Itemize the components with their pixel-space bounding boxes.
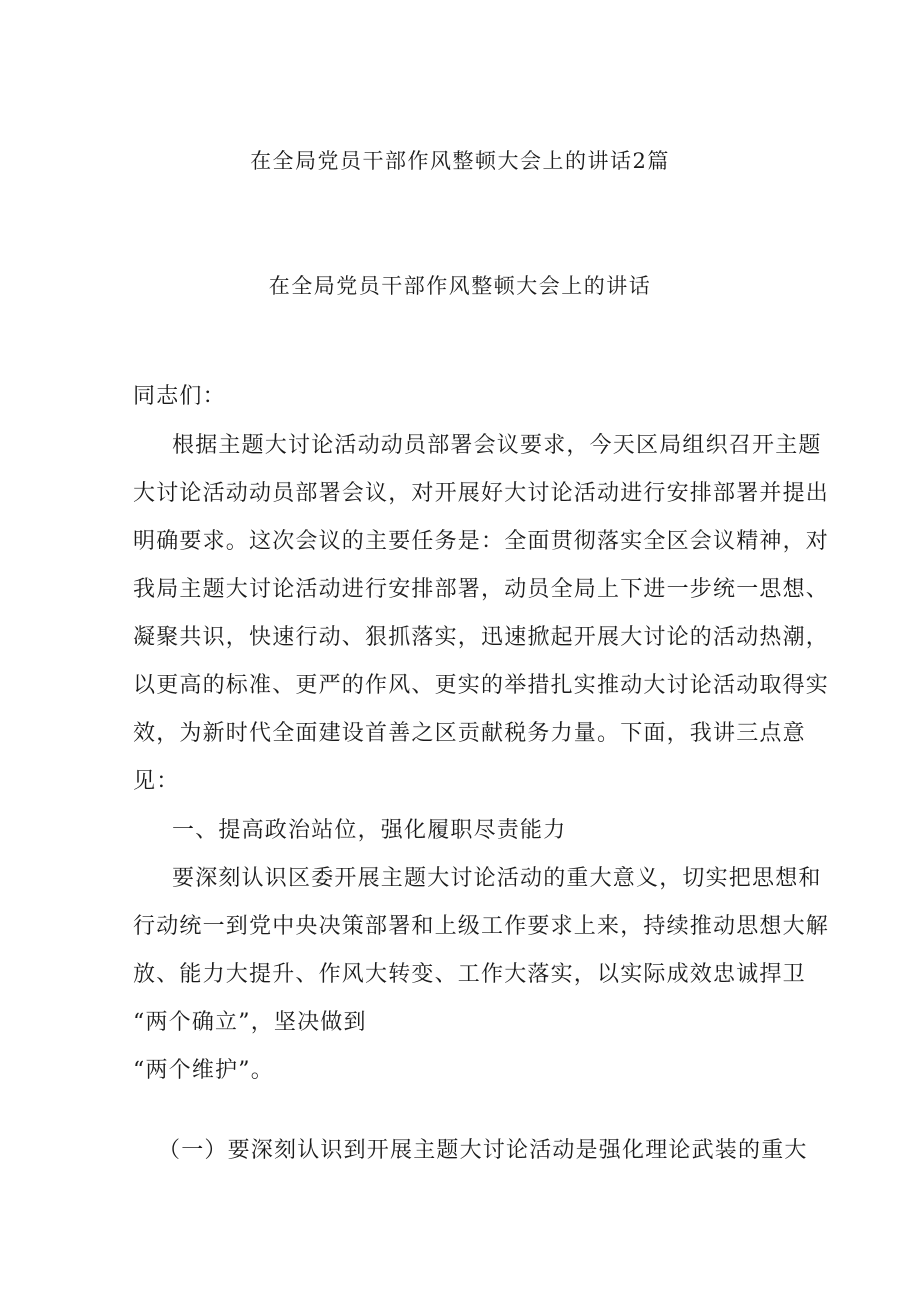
sub-title: 在全局党员干部作风整顿大会上的讲话	[268, 274, 652, 298]
paragraph-line: 见：	[133, 769, 180, 794]
paragraph-line: 大讨论活动动员部署会议，对开展好大讨论活动进行安排部署并提出	[133, 481, 830, 506]
paragraph-line: 行动统一到党中央决策部署和上级工作要求上来，持续推动思想大解	[133, 914, 830, 939]
paragraph-line: “两个确立”，坚决做到	[133, 1010, 367, 1035]
main-title: 在全局党员干部作风整顿大会上的讲话2篇	[250, 149, 670, 173]
paragraph-line: 放、能力大提升、作风大转变、工作大落实，以实际成效忠诚捍卫	[133, 962, 806, 987]
paragraph-line: 根据主题大讨论活动动员部署会议要求，今天区局组织召开主题	[172, 433, 822, 458]
paragraph-line: “两个维护”。	[133, 1058, 274, 1083]
paragraph-line: 明确要求。这次会议的主要任务是：全面贯彻落实全区会议精神，对	[133, 529, 830, 554]
subheading-1: （一）要深刻认识到开展主题大讨论活动是强化理论武装的重大	[158, 1138, 808, 1163]
paragraph-line: 凝聚共识，快速行动、狠抓落实，迅速掀起开展大讨论的活动热潮，	[133, 625, 830, 650]
section-heading-1: 一、提高政治站位，强化履职尽责能力	[172, 818, 567, 843]
paragraph-line: 我局主题大讨论活动进行安排部署，动员全局上下进一步统一思想、	[133, 577, 830, 602]
paragraph-line: 要深刻认识区委开展主题大讨论活动的重大意义，切实把思想和	[172, 866, 822, 891]
paragraph-line: 以更高的标准、更严的作风、更实的举措扎实推动大讨论活动取得实	[133, 673, 830, 698]
paragraph-line: 效，为新时代全面建设首善之区贡献税务力量。下面，我讲三点意	[133, 721, 806, 746]
salutation: 同志们：	[133, 384, 226, 409]
